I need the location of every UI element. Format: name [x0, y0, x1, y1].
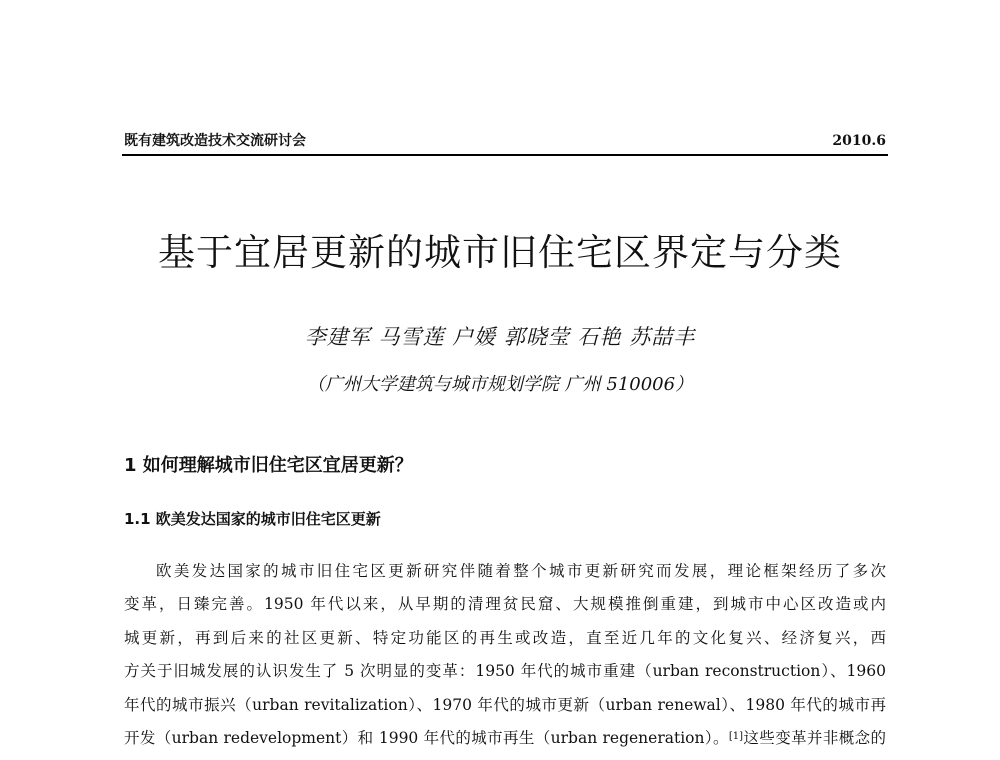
subsection-heading: 1.1 欧美发达国家的城市旧住宅区更新: [124, 510, 381, 528]
body-paragraph: [124, 555, 886, 755]
paragraph-line: 方关于旧城发展的认识发生了 5 次明显的变革：1950 年代的城市重建（urban reconstruction）、1960: [124, 662, 886, 681]
paragraph-line-last: [124, 722, 886, 755]
paper-title: 基于宜居更新的城市旧住宅区界定与分类: [158, 231, 842, 274]
issue-date: 2010.6: [832, 133, 886, 149]
conference-name: 既有建筑改造技术交流研讨会: [124, 133, 306, 149]
paragraph-line-tail: 这些变革并非概念的: [743, 728, 886, 747]
paragraph-line: 欧美发达国家的城市旧住宅区更新研究伴随着整个城市更新研究而发展，理论框架经历了多次: [156, 562, 886, 580]
running-head: [124, 130, 886, 152]
paragraph-line-text: 开发（urban redevelopment）和 1990 年代的城市再生（urban regeneration）。: [124, 728, 729, 747]
header-rule: [122, 154, 888, 156]
paragraph-line: 城更新，再到后来的社区更新、特定功能区的再生或改造，直至近几年的文化复兴、经济复兴，西: [124, 628, 886, 647]
paragraph-line: 年代的城市振兴（urban revitalization）、1970 年代的城市更新（urban renewal）、1980 年代的城市再: [124, 695, 886, 714]
paragraph-line: 变革，日臻完善。1950 年代以来，从早期的清理贫民窟、大规模推倒重建，到城市中心区改造或内: [124, 595, 886, 614]
section-heading: 1 如何理解城市旧住宅区宜居更新？: [124, 455, 413, 476]
citation-marker[interactable]: [1]: [728, 730, 744, 742]
author-affiliation: （广州大学建筑与城市规划学院 广州 510006）: [306, 374, 694, 395]
author-list: 李建军 马雪莲 户媛 郭晓莹 石艳 苏喆丰: [304, 325, 696, 349]
